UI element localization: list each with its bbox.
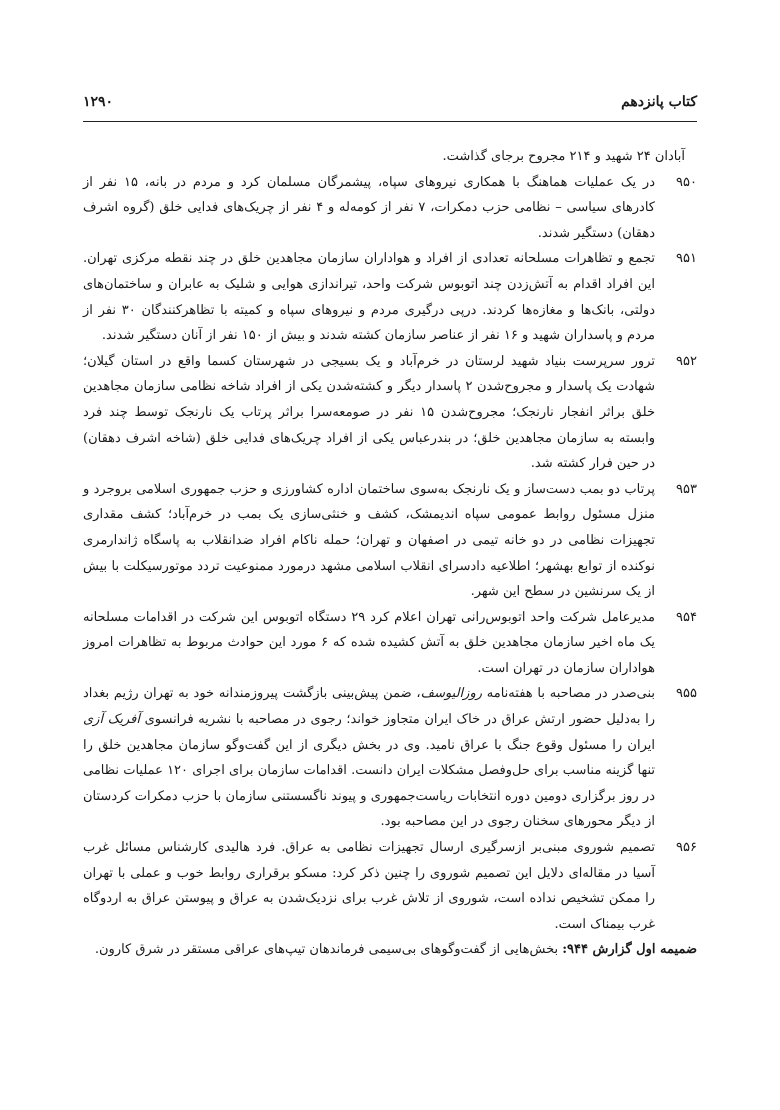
entry-text: تجمع و تظاهرات مسلحانه تعدادی از افراد و هواداران سازمان مجاهدین خلق در چند نقطه مرکزی تهران. این افراد اقدام به آتش‌زدن چند اتوبوس شرکت واحد، تیراندازی هوایی و شلیک به عابران و ساختمان‌های دولتی، بانک‌ها و مغازه‌ها کردند. درپی درگیری مردم و نیروهای سپاه و کمیته با تظاهرکنندگان ۳۰ نفر از مردم و پاسداران شهید و ۱۶ نفر از عناصر سازمان کشته شدند و بیش از ۱۵۰ نفر از آنان دستگیر شدند.: [83, 251, 655, 344]
entry-951: [83, 246, 697, 348]
entry-number: ۹۵۶: [676, 840, 697, 856]
entry-number: ۹۵۴: [676, 609, 697, 625]
entry-text: مدیرعامل شرکت واحد اتوبوس‌رانی تهران اعلام کرد ۲۹ دستگاه اتوبوس این شرکت در اقدامات مسلحانه یک ماه اخیر سازمان مجاهدین خلق به آتش کشیده شده که ۶ مورد این حوادث مربوط به تظاهرات امروز هواداران سازمان در تهران است.: [83, 609, 656, 676]
entry-text: تصمیم شوروی مبنی‌بر ازسرگیری ارسال تجهیزات نظامی به عراق. فرد هالیدی کارشناس مسائل غرب آسیا در مقاله‌ای دلایل این تصمیم شوروی را چنین ذکر کرد: مسکو برقراری روابط خوب و عملی با تهران را ممکن تشخیص نداده است، شوروی از تلاش غرب برای نزدیک‌شدن به عراق و پیوستن عراق به اردوگاه غرب بیمناک است.: [83, 840, 655, 932]
entry-text: در یک عملیات هماهنگ با همکاری نیروهای سپاه، پیشمرگان مسلمان کرد و مردم در بانه، ۱۵ نفر از کادرهای سیاسی – نظامی حزب دمکرات، ۷ نفر از کومه‌له و ۴ نفر از چریک‌های فدایی خلق (گروه اشرف دهقان) دستگیر شدند.: [83, 174, 655, 241]
intro-paragraph: آبادان ۲۴ شهید و ۲۱۴ مجروح برجای گذاشت.: [442, 149, 685, 164]
publication-name: آفریک آزی: [83, 712, 140, 728]
entry-956: [83, 835, 697, 937]
entry-955: [83, 681, 697, 835]
entry-number: ۹۵۳: [676, 481, 697, 497]
appendix-note: [83, 937, 697, 963]
appendix-text: بخش‌هایی از گفت‌وگوهای بی‌سیمی فرماندهان تیپ‌های عراقی مستقر در شرق کارون.: [94, 942, 563, 958]
entry-text-part: ایران را مسئول وقوع جنگ با عراق نامید. وی در بخش دیگری از این گفت‌وگو سازمان مجاهدین خلق را تنها گزینه مناسب برای حل‌وفصل مشکلات ایران دانست. اقدامات سازمان برای اجرای ۱۲۰ عملیات نظامی در روز برگزاری دومین دوره انتخابات ریاست‌جمهوری و پیوند ناگسستنی سازمان با حزب دمکرات کردستان از دیگر محورهای سخنان رجوی در این مصاحبه بود.: [83, 737, 655, 830]
entry-number: ۹۵۲: [676, 353, 697, 369]
entry-text-part: ، ضمن پیش‌بینی بازگشت پیروزمندانه خود به تهران رژیم بغداد را به‌دلیل حضور ارتش عراق در خاک ایران متجاوز خواند؛ رجوی در مصاحبه با نشریه فرانسوی: [83, 686, 655, 728]
entry-954: [83, 605, 697, 682]
book-title: کتاب پانزدهم: [621, 94, 697, 110]
entry-text-part: بنی‌صدر در مصاحبه با هفته‌نامه: [482, 686, 655, 702]
publication-name: روزالیوسف: [420, 686, 483, 702]
page-number: ۱۲۹۰: [83, 94, 114, 110]
page-header: [83, 90, 697, 120]
entry-number: ۹۵۱: [676, 251, 697, 267]
entry-953: [83, 477, 697, 605]
header-rule: [83, 121, 697, 122]
entry-number: ۹۵۰: [676, 174, 697, 190]
entry-text: پرتاب دو بمب دست‌ساز و یک نارنجک به‌سوی ساختمان اداره کشاورزی و حزب جمهوری اسلامی بروجرد و منزل مسئول روابط عمومی سپاه اندیمشک، کشف و خنثی‌سازی یک بمب در خرم‌آباد؛ کشف مقداری تجهیزات نظامی در دو خانه تیمی در اصفهان و تهران؛ حمله ناکام افراد ضدانقلاب به پاسگاه ژاندارمری نوکنده از توابع بهشهر؛ اطلاعیه دادسرای انقلاب اسلامی مشهد درمورد ممنوعیت تردد موتورسیکلت با بیش از یک سرنشین در سطح این شهر.: [83, 481, 655, 600]
appendix-label: ضمیمه اول گزارش ۹۴۴:: [562, 942, 697, 958]
entry-950: [83, 170, 697, 247]
page-body: [83, 144, 697, 963]
entry-text: ترور سرپرست بنیاد شهید لرستان در خرم‌آباد و یک بسیجی در شهرستان کسما واقع در استان گیلان؛ شهادت یک پاسدار و مجروح‌شدن ۲ پاسدار دیگر و کشته‌شدن یکی از افراد شاخه نظامی سازمان مجاهدین خلق براثر انفجار نارنجک؛ مجروح‌شدن ۱۵ نفر در صومعه‌سرا براثر پرتاب یک نارنجک توسط چند فرد وابسته به سازمان مجاهدین خلق؛ در بندرعباس یکی از افراد چریک‌های فدایی خلق (شاخه اشرف دهقان) در حین فرار کشته شد.: [83, 353, 655, 472]
entry-number: ۹۵۵: [676, 686, 697, 702]
entry-952: [83, 349, 697, 477]
